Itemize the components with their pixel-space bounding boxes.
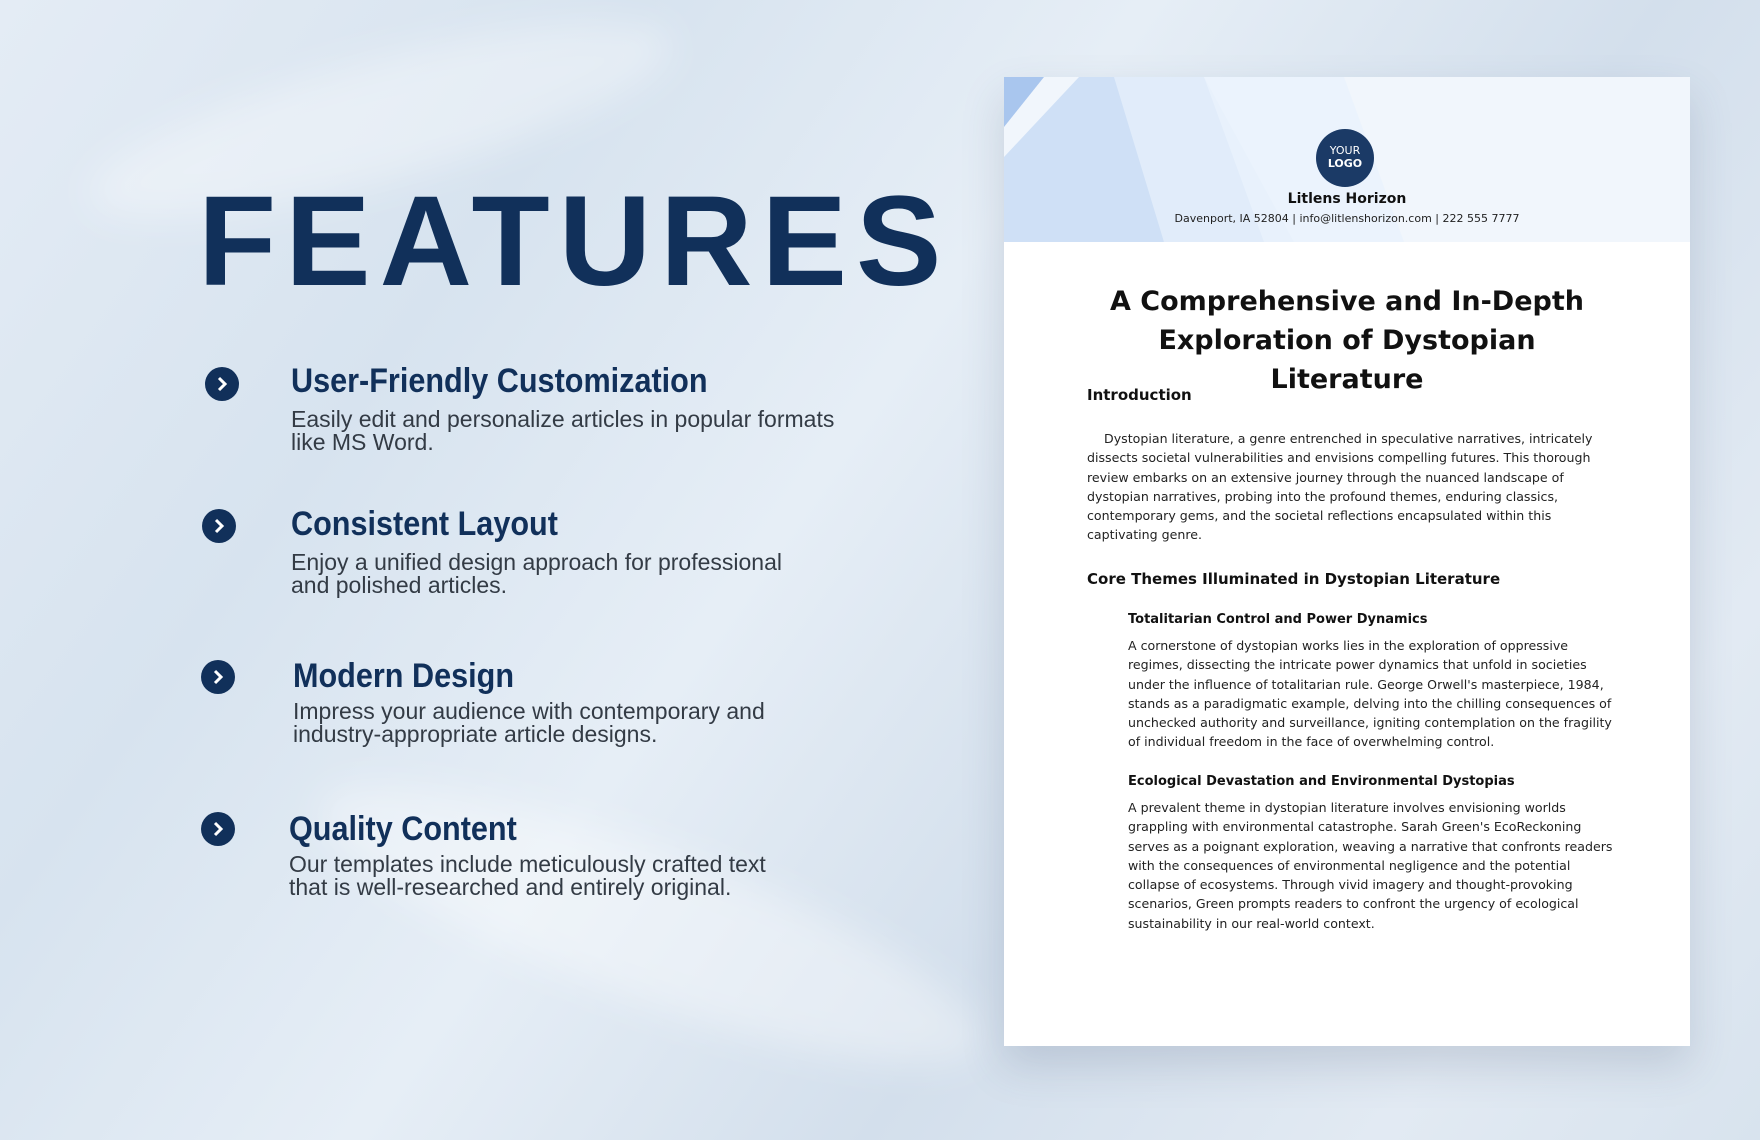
company-logo	[1316, 129, 1374, 187]
company-contact: Davenport, IA 52804 | info@litlenshorizon.com | 222 555 7777	[1174, 212, 1520, 225]
intro-heading: Introduction	[1087, 386, 1192, 404]
feature-title: Modern Design	[293, 657, 515, 695]
feature-title: Consistent Layout	[291, 505, 558, 543]
theme-heading: Totalitarian Control and Power Dynamics	[1128, 612, 1428, 627]
chevron-right-icon	[201, 812, 235, 846]
theme-heading: Ecological Devastation and Environmental Dystopias	[1128, 774, 1515, 789]
feature-title: Quality Content	[289, 810, 517, 848]
document-title: A Comprehensive and In-Depth Exploration of Dystopian Literature	[1110, 286, 1584, 395]
document-preview	[1004, 77, 1690, 1046]
feature-description: Easily edit and personalize articles in popular formats like MS Word.	[291, 406, 835, 455]
logo-text: LOGO	[1327, 157, 1363, 170]
feature-description: Our templates include meticulously crafted text that is well-researched and entirely original.	[289, 851, 766, 900]
background-brush-stroke	[295, 735, 1004, 1115]
logo-text: YOUR	[1329, 144, 1361, 157]
company-name: Litlens Horizon	[1287, 191, 1407, 207]
feature-description: Impress your audience with contemporary and industry-appropriate article designs.	[293, 698, 765, 747]
themes-heading: Core Themes Illuminated in Dystopian Literature	[1087, 570, 1501, 588]
feature-title: User-Friendly Customization	[291, 362, 708, 400]
chevron-right-icon	[201, 660, 235, 694]
feature-description: Enjoy a unified design approach for professional and polished articles.	[291, 549, 782, 598]
theme-paragraph: A prevalent theme in dystopian literature involves envisioning worlds grappling with environmental catastrophe. Sarah Green's EcoReckoning serves as a poignant exploration, weaving a narrative that confronts readers with the consequences of environmental negligence and the potential collapse of ecosystems. Through vivid imagery and thought-provoking scenarios, Green prompts readers to confront the urgency of ecological sustainability in our real-world context.	[1128, 800, 1613, 931]
theme-paragraph: A cornerstone of dystopian works lies in the exploration of oppressive regimes, dissecting the intricate power dynamics that unfold in societies under the influence of totalitarian rule. George Orwell's masterpiece, 1984, stands as a paradigmatic example, delving into the chilling consequences of unchecked authority and surveillance, igniting contemplation on the fragility of individual freedom in the face of overwhelming control.	[1128, 638, 1612, 750]
chevron-right-icon	[202, 509, 236, 543]
chevron-right-icon	[205, 367, 239, 401]
features-headline: FEATURES	[198, 170, 951, 313]
intro-paragraph: Dystopian literature, a genre entrenched in speculative narratives, intricately dissects societal vulnerabilities and envisions compelling futures. This thorough review embarks on an extensive journey through the nuanced landscape of dystopian narratives, probing into the profound themes, enduring classics, contemporary gems, and the societal reflections encapsulated within this captivating genre.	[1087, 431, 1593, 543]
